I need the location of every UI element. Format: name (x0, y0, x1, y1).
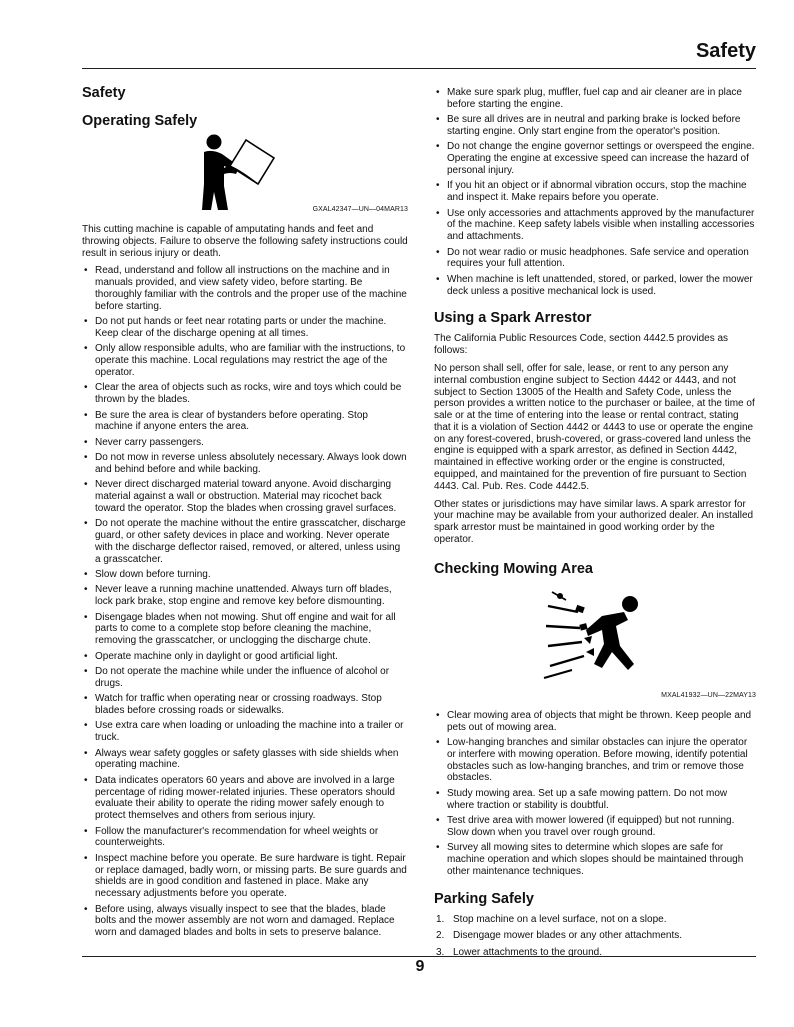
list-item: • Use extra care when loading or unloading the machine into a trailer or truck. (82, 720, 408, 744)
figure-code: GXAL42347—UN—04MAR13 (312, 206, 408, 214)
list-item (434, 947, 756, 959)
list-item: • Be sure all drives are in neutral and parking brake is locked before starting engine. Only start engine from the operator's position. (434, 114, 756, 138)
list-item: • Read, understand and follow all instructions on the machine and in manuals provided, and view safety video, before starting. Be thoroughly familiar with the controls and the proper use of the machine before starting. (82, 265, 408, 312)
operating-safety-list (82, 265, 408, 939)
read-manual-figure (82, 130, 408, 216)
list-item: • Only allow responsible adults, who are familiar with the instructions, to operate this machine. Local regulations may restrict the age of the operator. (82, 343, 408, 378)
operating-safety-list-continued (434, 87, 756, 297)
list-item: • Never carry passengers. (82, 437, 408, 449)
person-reading-manual-icon (200, 134, 290, 210)
list-item: • Do not operate the machine without the entire grasscatcher, discharge guard, or other safety devices in place and working. Never operate with the discharge deflector raised, removed, or altered, unless using a grasscatcher. (82, 518, 408, 565)
checking-mowing-area-heading: Checking Mowing Area (434, 560, 593, 577)
list-item: • Never leave a running machine unattended. Always turn off blades, lock park brake, stop engine and remove key before dismounting. (82, 584, 408, 608)
thrown-objects-hazard-icon (542, 586, 652, 686)
list-item: • Study mowing area. Set up a safe mowing pattern. Do not mow where traction or stability is doubtful. (434, 788, 756, 812)
list-item: • Low-hanging branches and similar obstacles can injure the operator or interfere with mowing operation. Before mowing, identify potential obstacles such as low-hanging branches, and trim or remove those obstacles. (434, 737, 756, 784)
list-item: • Clear mowing area of objects that might be thrown. Keep people and pets out of mowing area. (434, 710, 756, 734)
list-item: • Make sure spark plug, muffler, fuel cap and air cleaner are in place before starting the engine. (434, 87, 756, 111)
step-text: Lower attachments to the ground. (453, 947, 602, 959)
step-text: Stop machine on a level surface, not on a slope. (453, 913, 667, 925)
mowing-area-list (434, 710, 756, 878)
footer-rule (82, 956, 756, 957)
spark-arrestor-heading: Using a Spark Arrestor (434, 310, 592, 327)
list-item: • Slow down before turning. (82, 569, 408, 581)
page-number: 9 (415, 958, 425, 975)
spark-paragraph: Other states or jurisdictions may have similar laws. A spark arrestor for your machine may be available from your authorized dealer. An installed spark arrestor must be maintained in good working order by the operator. (434, 498, 754, 546)
section-title: Safety (82, 85, 126, 101)
list-item: • Before using, always visually inspect to see that the blades, blade bolts and the mower assembly are not worn and damaged. Replace worn and damaged blades and bolts in sets to preserve balance. (82, 904, 408, 939)
parking-steps (434, 914, 756, 959)
step-number: 2. (436, 930, 445, 942)
list-item: • Inspect machine before you operate. Be sure hardware is tight. Repair or replace damaged, badly worn, or missing parts. Be sure guards and shields are in good condition and fastened in place. Make any necessary adjustments before you operate. (82, 853, 408, 900)
list-item: • Use only accessories and attachments approved by the manufacturer of the machine. Keep safety labels visible when installing accessories and attachments. (434, 208, 756, 243)
list-item: • Do not change the engine governor settings or overspeed the engine. Operating the engine at excessive speed can increase the hazard of personal injury. (434, 141, 756, 176)
left-column (82, 84, 408, 943)
step-number: 3. (436, 947, 445, 959)
list-item: • Do not mow in reverse unless absolutely necessary. Always look down and behind before and while backing. (82, 452, 408, 476)
step-text: Disengage mower blades or any other attachments. (453, 930, 683, 942)
list-item: • Always wear safety goggles or safety glasses with side shields when operating machine. (82, 748, 408, 772)
list-item: • Operate machine only in daylight or good artificial light. (82, 651, 408, 663)
list-item: • Survey all mowing sites to determine which slopes are safe for machine operation and which slopes should be maintained through other maintenance techniques. (434, 842, 756, 877)
figure-code: MXAL41932—UN—22MAY13 (661, 692, 756, 700)
operating-intro: This cutting machine is capable of amputating hands and feet and throwing objects. Failure to observe the following safety instructions could result in serious injury or death. (82, 224, 408, 259)
operating-safely-heading: Operating Safely (82, 113, 198, 129)
step-number: 1. (436, 913, 445, 925)
spark-paragraph: No person shall sell, offer for sale, lease, or rent to any person any internal combustion engine subject to Section 4442 or 4443, and not subject to Section 13005 of the Health and Safety Code, unless the person provides a written notice to the purchaser or bailee, at the time of sale or at the time of entering into the lease or rental contract, stating that it is a violation of Section 4442 or 4443 to use or operate the engine on any forest-covered, brush-covered, or grass-covered land unless the engine is equipped with a spark arrestor, as defined in Section 4442, maintained in effective working order or the engine is constructed, equipped, and maintained for the prevention of fire pursuant to Section 4443. Cal. Pub. Res. Code 4442.5. (434, 362, 755, 492)
list-item: • When machine is left unattended, stored, or parked, lower the mower deck unless a positive mechanical lock is used. (434, 274, 756, 298)
header-rule (82, 68, 756, 69)
list-item: • Test drive area with mower lowered (if equipped) but not running. Slow down when you travel over rough ground. (434, 815, 756, 839)
right-column (434, 87, 756, 964)
list-item: • Data indicates operators 60 years and above are involved in a large percentage of riding mower-related injuries. These operators should evaluate their ability to operate the riding mower safely enough to protect themselves and others from serious injury. (82, 775, 408, 822)
list-item (434, 930, 756, 942)
list-item: • Disengage blades when not mowing. Shut off engine and wait for all parts to come to a complete stop before cleaning the machine, removing the grasscatcher, or unclogging the discharge chute. (82, 612, 408, 647)
list-item: • If you hit an object or if abnormal vibration occurs, stop the machine and inspect it. Make repairs before you operate. (434, 180, 756, 204)
list-item: • Never direct discharged material toward anyone. Avoid discharging material against a wall or obstruction. Material may ricochet back toward the operator. Stop the blades when crossing gravel surfaces. (82, 479, 408, 514)
list-item: • Clear the area of objects such as rocks, wire and toys which could be thrown by the blades. (82, 382, 408, 406)
list-item: • Follow the manufacturer's recommendation for wheel weights or counterweights. (82, 826, 408, 850)
list-item: • Do not put hands or feet near rotating parts or under the machine. Keep clear of the discharge opening at all times. (82, 316, 408, 340)
list-item: • Do not operate the machine while under the influence of alcohol or drugs. (82, 666, 408, 690)
list-item (434, 914, 756, 926)
list-item: • Be sure the area is clear of bystanders before operating. Stop machine if anyone enters the area. (82, 410, 408, 434)
list-item: • Do not wear radio or music headphones. Safe service and operation requires your full attention. (434, 247, 756, 271)
thrown-objects-figure (434, 584, 756, 702)
list-item: • Watch for traffic when operating near or crossing roadways. Stop blades before crossing roads or sidewalks. (82, 693, 408, 717)
spark-paragraph: The California Public Resources Code, section 4442.5 provides as follows: (434, 333, 729, 357)
parking-safely-heading: Parking Safely (434, 890, 534, 907)
page-title: Safety (695, 40, 756, 62)
